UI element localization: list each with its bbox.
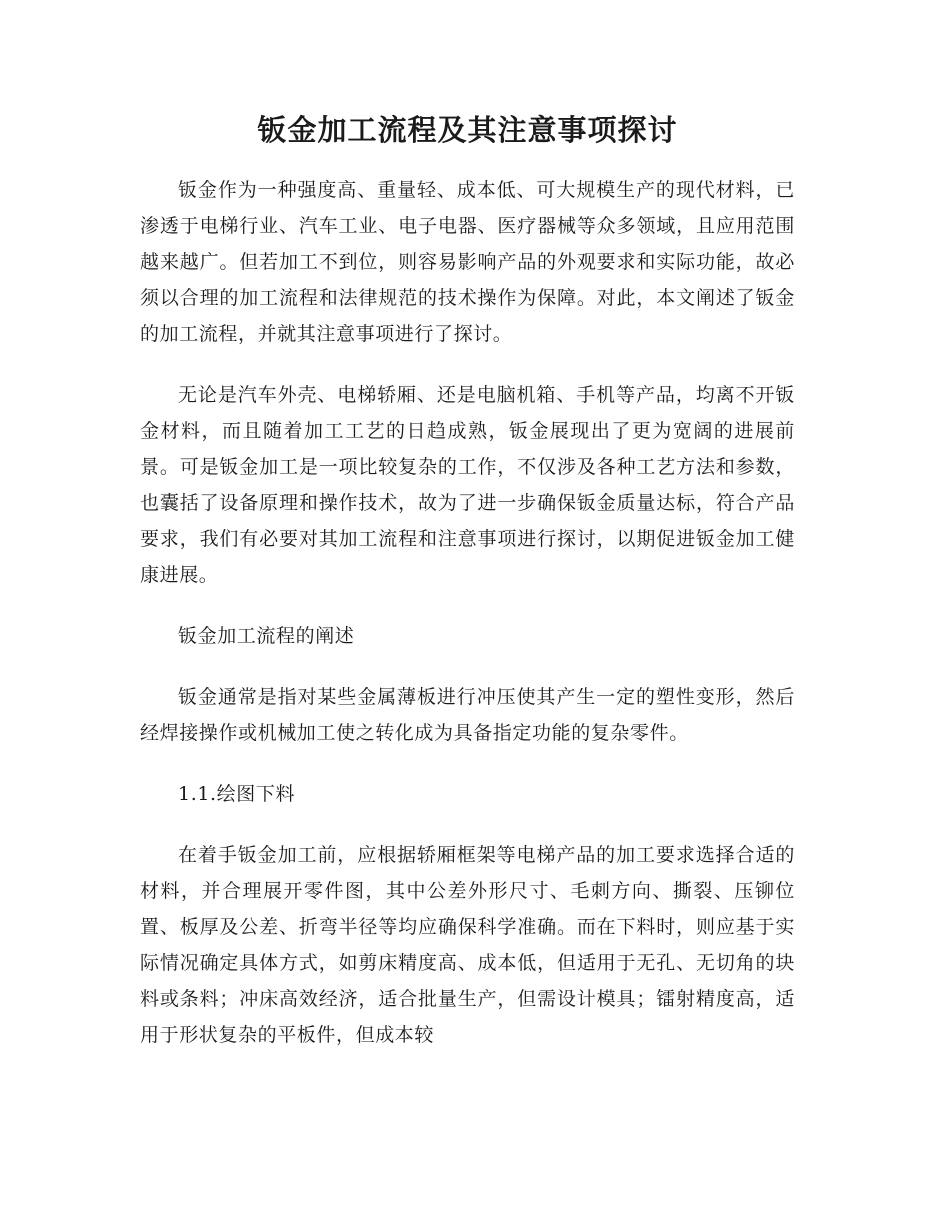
paragraph-background: 无论是汽车外壳、电梯轿厢、还是电脑机箱、手机等产品，均离不开钣金材料，而且随着加工工艺的日趋成熟，钣金展现出了更为宽阔的进展前景。可是钣金加工是一项比较复杂的工作，不仅涉及各种工艺方法和参数，也囊括了设备原理和操作技术，故为了进一步确保钣金质量达标，符合产品要求，我们有必要对其加工流程和注意事项进行探讨，以期促进钣金加工健康进展。	[140, 384, 795, 586]
paragraph-cutting: 在着手钣金加工前，应根据轿厢框架等电梯产品的加工要求选择合适的材料，并合理展开零件图，其中公差外形尺寸、毛刺方向、撕裂、压铆位置、板厚及公差、折弯半径等均应确保科学准确。而在下料时，则应基于实际情况确定具体方式，如剪床精度高、成本低，但适用于无孔、无切角的块料或条料；冲床高效经济，适合批量生产，但需设计模具；镭射精度高，适用于形状复杂的平板件，但成本较	[140, 844, 795, 1046]
section-heading: 钣金加工流程的阐述	[178, 625, 355, 647]
document-page	[140, 110, 795, 1053]
paragraph-intro: 钣金作为一种强度高、重量轻、成本低、可大规模生产的现代材料，已渗透于电梯行业、汽车工业、电子电器、医疗器械等众多领域，且应用范围越来越广。但若加工不到位，则容易影响产品的外观要求和实际功能，故必须以合理的加工流程和法律规范的技术操作为保障。对此，本文阐述了钣金的加工流程，并就其注意事项进行了探讨。	[140, 179, 795, 345]
paragraph-definition: 钣金通常是指对某些金属薄板进行冲压使其产生一定的塑性变形，然后经焊接操作或机械加工使之转化成为具备指定功能的复杂零件。	[140, 686, 795, 744]
document-title: 钣金加工流程及其注意事项探讨	[257, 113, 678, 147]
subsection-heading: 1.1.绘图下料	[178, 783, 296, 805]
